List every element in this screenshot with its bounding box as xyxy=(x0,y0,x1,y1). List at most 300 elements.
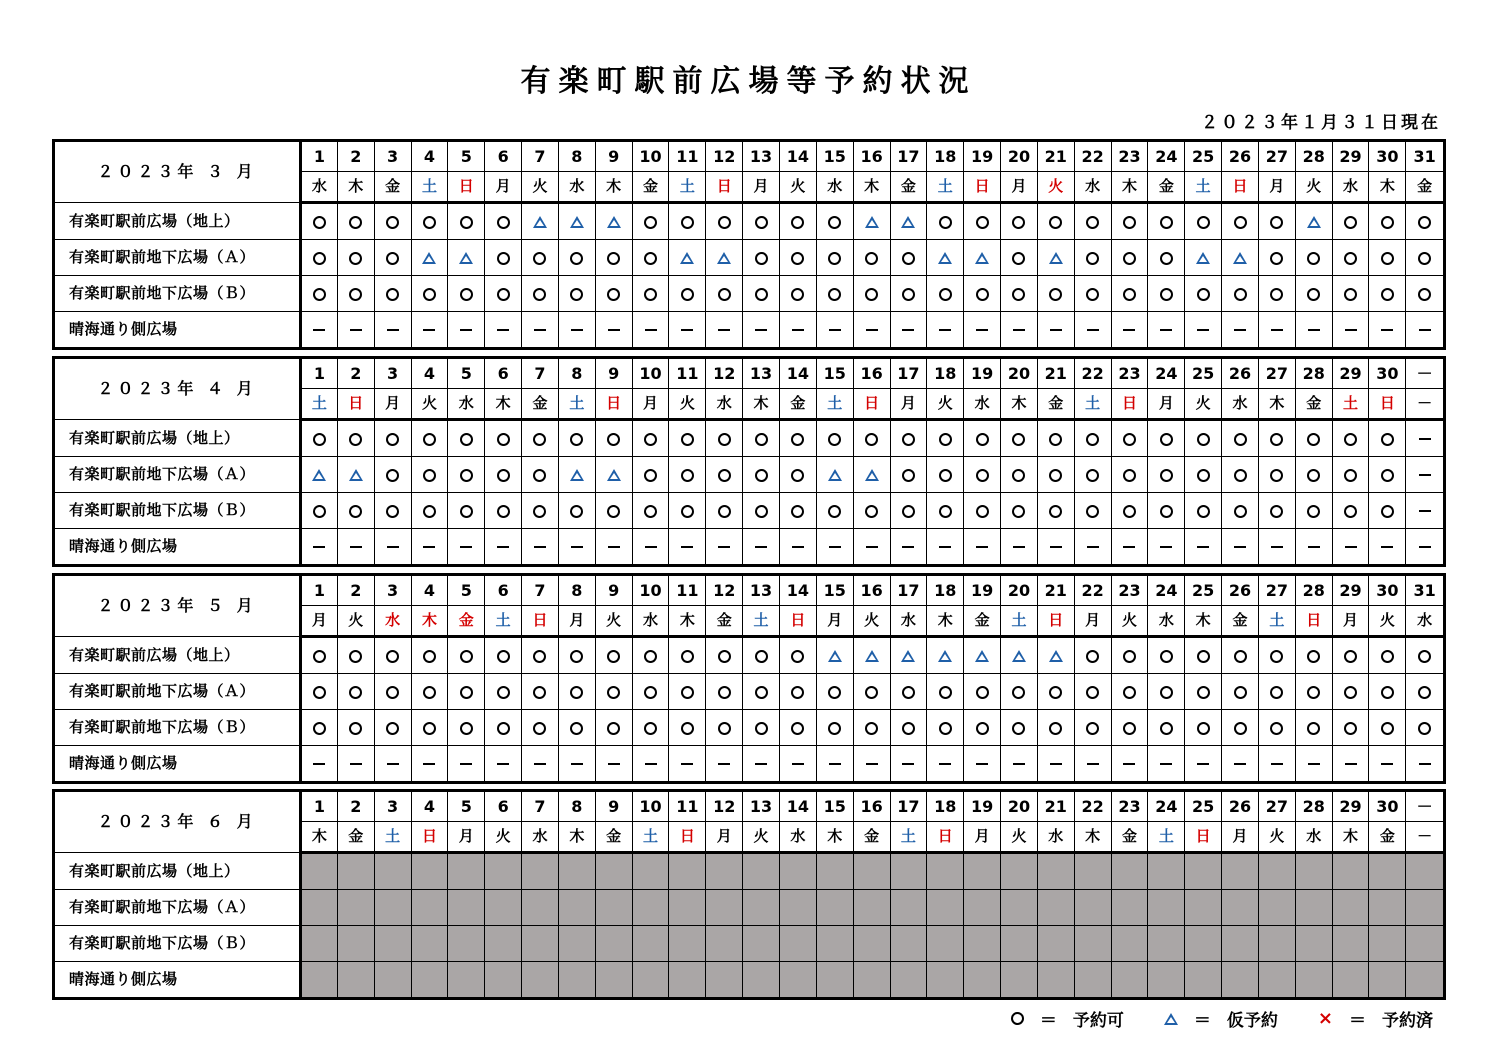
status-cell xyxy=(1332,637,1369,674)
not-applicable-icon xyxy=(1013,546,1025,548)
status-cell xyxy=(927,457,964,493)
not-applicable-icon xyxy=(608,546,620,548)
status-cell xyxy=(448,710,485,746)
day-number: 5 xyxy=(448,142,485,172)
weekday: 土 xyxy=(743,606,780,637)
status-cell xyxy=(743,926,780,962)
not-applicable-icon xyxy=(534,763,546,765)
status-cell xyxy=(301,890,338,926)
status-cell xyxy=(558,674,595,710)
weekday: 土 xyxy=(632,822,669,853)
status-cell xyxy=(632,637,669,674)
available-icon xyxy=(313,722,326,735)
status-cell xyxy=(1258,926,1295,962)
status-cell xyxy=(890,710,927,746)
available-icon xyxy=(644,650,657,663)
status-cell xyxy=(927,890,964,926)
available-icon xyxy=(1344,216,1357,229)
available-icon xyxy=(939,686,952,699)
available-icon xyxy=(902,505,915,518)
status-cell xyxy=(558,890,595,926)
status-cell xyxy=(1369,420,1406,457)
status-cell xyxy=(595,276,632,312)
not-applicable-icon xyxy=(792,546,804,548)
status-cell xyxy=(1295,276,1332,312)
available-icon xyxy=(976,722,989,735)
status-cell xyxy=(485,420,522,457)
status-cell xyxy=(853,240,890,276)
available-icon xyxy=(718,469,731,482)
weekday: 月 xyxy=(706,822,743,853)
status-cell xyxy=(1148,312,1185,348)
status-cell xyxy=(669,276,706,312)
weekday: 木 xyxy=(927,606,964,637)
status-cell xyxy=(374,710,411,746)
available-icon xyxy=(386,469,399,482)
not-applicable-icon xyxy=(1050,329,1062,331)
available-icon xyxy=(1344,505,1357,518)
day-number: 15 xyxy=(816,792,853,822)
status-cell xyxy=(411,276,448,312)
status-cell xyxy=(337,853,374,890)
available-icon xyxy=(828,288,841,301)
weekday: 金 xyxy=(1295,389,1332,420)
available-icon xyxy=(460,288,473,301)
status-cell xyxy=(743,890,780,926)
facility-row xyxy=(55,926,1443,962)
available-icon xyxy=(1086,505,1099,518)
weekday: 月 xyxy=(632,389,669,420)
status-cell xyxy=(301,962,338,998)
weekday: 木 xyxy=(1369,172,1406,203)
status-cell xyxy=(1185,637,1222,674)
status-cell xyxy=(301,710,338,746)
status-cell xyxy=(1074,240,1111,276)
weekday: 木 xyxy=(301,822,338,853)
weekday: 土 xyxy=(1258,606,1295,637)
status-cell xyxy=(1332,746,1369,782)
weekday: 木 xyxy=(558,822,595,853)
available-icon xyxy=(718,722,731,735)
status-cell xyxy=(1111,890,1148,926)
status-cell xyxy=(411,312,448,348)
status-cell xyxy=(522,962,559,998)
available-icon xyxy=(460,686,473,699)
status-cell xyxy=(706,926,743,962)
day-number: 17 xyxy=(890,359,927,389)
not-applicable-icon xyxy=(1234,763,1246,765)
status-cell xyxy=(1406,710,1443,746)
available-icon xyxy=(349,686,362,699)
status-cell xyxy=(743,240,780,276)
available-icon xyxy=(791,650,804,663)
status-cell xyxy=(779,276,816,312)
provisional-icon xyxy=(607,216,621,228)
day-number: 30 xyxy=(1369,359,1406,389)
status-cell xyxy=(1111,457,1148,493)
day-number: 9 xyxy=(595,359,632,389)
available-icon xyxy=(1270,722,1283,735)
status-cell xyxy=(448,420,485,457)
status-cell xyxy=(927,493,964,529)
weekday: 日 xyxy=(964,172,1001,203)
status-cell xyxy=(558,962,595,998)
not-applicable-icon xyxy=(1345,763,1357,765)
status-cell xyxy=(1148,529,1185,565)
weekday: 火 xyxy=(1369,606,1406,637)
not-applicable-icon xyxy=(423,546,435,548)
not-applicable-icon xyxy=(1419,438,1431,440)
status-cell xyxy=(1148,203,1185,240)
weekday: 日 xyxy=(1222,172,1259,203)
available-icon xyxy=(755,722,768,735)
status-cell xyxy=(890,312,927,348)
day-number: 3 xyxy=(374,359,411,389)
available-icon xyxy=(1086,686,1099,699)
status-cell xyxy=(1001,529,1038,565)
facility-row xyxy=(55,890,1443,926)
month-block xyxy=(52,573,1446,784)
status-cell xyxy=(1037,420,1074,457)
available-icon xyxy=(681,650,694,663)
status-cell xyxy=(964,962,1001,998)
status-cell xyxy=(1185,276,1222,312)
available-icon xyxy=(1012,433,1025,446)
status-cell xyxy=(669,746,706,782)
facility-label: 晴海通り側広場 xyxy=(55,962,301,998)
available-icon xyxy=(386,686,399,699)
status-cell xyxy=(1185,493,1222,529)
not-applicable-icon xyxy=(423,329,435,331)
status-cell xyxy=(1037,276,1074,312)
available-icon xyxy=(497,216,510,229)
status-cell xyxy=(927,926,964,962)
status-cell xyxy=(1295,240,1332,276)
status-cell xyxy=(927,203,964,240)
not-applicable-icon xyxy=(387,329,399,331)
not-applicable-icon xyxy=(976,763,988,765)
month-table xyxy=(55,792,1443,997)
day-number: 2 xyxy=(337,792,374,822)
status-cell xyxy=(1148,637,1185,674)
not-applicable-icon xyxy=(1013,763,1025,765)
not-applicable-icon xyxy=(1087,546,1099,548)
status-cell xyxy=(669,529,706,565)
status-cell xyxy=(890,674,927,710)
status-cell xyxy=(595,203,632,240)
not-applicable-icon xyxy=(1419,546,1431,548)
status-cell xyxy=(890,926,927,962)
available-icon xyxy=(1086,722,1099,735)
not-applicable-icon xyxy=(681,763,693,765)
day-number: 24 xyxy=(1148,792,1185,822)
status-cell xyxy=(1332,710,1369,746)
status-cell xyxy=(485,962,522,998)
day-number: 15 xyxy=(816,142,853,172)
available-icon xyxy=(755,252,768,265)
status-cell xyxy=(1185,926,1222,962)
available-icon xyxy=(313,505,326,518)
weekday: 金 xyxy=(1369,822,1406,853)
status-cell xyxy=(1001,637,1038,674)
status-cell xyxy=(927,674,964,710)
available-icon xyxy=(423,650,436,663)
status-cell xyxy=(1037,674,1074,710)
provisional-icon xyxy=(938,650,952,662)
day-number: 27 xyxy=(1258,576,1295,606)
status-cell xyxy=(411,203,448,240)
day-number: 18 xyxy=(927,792,964,822)
status-cell xyxy=(374,312,411,348)
status-cell xyxy=(706,240,743,276)
available-icon xyxy=(460,433,473,446)
weekday: 土 xyxy=(1185,172,1222,203)
status-cell xyxy=(374,674,411,710)
day-number: 4 xyxy=(411,142,448,172)
status-cell xyxy=(1295,674,1332,710)
provisional-icon xyxy=(349,469,363,481)
status-cell xyxy=(632,457,669,493)
available-icon xyxy=(939,722,952,735)
facility-row xyxy=(55,853,1443,890)
status-cell xyxy=(595,637,632,674)
status-cell xyxy=(890,203,927,240)
available-icon xyxy=(1234,686,1247,699)
status-cell xyxy=(1222,890,1259,926)
status-cell xyxy=(1406,203,1443,240)
available-icon xyxy=(460,650,473,663)
facility-label: 有楽町駅前広場（地上） xyxy=(55,637,301,674)
status-cell xyxy=(890,420,927,457)
available-icon xyxy=(313,252,326,265)
available-icon xyxy=(1381,288,1394,301)
status-cell xyxy=(1001,457,1038,493)
status-cell xyxy=(743,529,780,565)
day-number: 1 xyxy=(301,359,338,389)
weekday: 月 xyxy=(1001,172,1038,203)
day-number: 29 xyxy=(1332,142,1369,172)
status-cell xyxy=(337,457,374,493)
status-cell xyxy=(1332,457,1369,493)
month-table xyxy=(55,142,1443,347)
status-cell xyxy=(485,890,522,926)
status-cell xyxy=(927,853,964,890)
status-cell xyxy=(1001,890,1038,926)
status-cell xyxy=(853,420,890,457)
day-number: 12 xyxy=(706,142,743,172)
not-applicable-icon xyxy=(1308,329,1320,331)
status-cell xyxy=(485,926,522,962)
available-icon xyxy=(718,686,731,699)
day-number: 28 xyxy=(1295,576,1332,606)
facility-row xyxy=(55,312,1443,348)
status-cell xyxy=(301,529,338,565)
weekday: 土 xyxy=(1148,822,1185,853)
available-icon xyxy=(791,216,804,229)
available-icon xyxy=(1270,216,1283,229)
status-cell xyxy=(1222,276,1259,312)
day-number: 2 xyxy=(337,576,374,606)
available-icon xyxy=(1086,469,1099,482)
weekday: 水 xyxy=(816,172,853,203)
available-icon xyxy=(718,650,731,663)
available-icon xyxy=(533,722,546,735)
weekday: 水 xyxy=(374,606,411,637)
available-icon xyxy=(755,686,768,699)
status-cell xyxy=(632,420,669,457)
weekday: 土 xyxy=(816,389,853,420)
status-cell xyxy=(374,457,411,493)
day-number: 18 xyxy=(927,576,964,606)
available-icon xyxy=(313,433,326,446)
available-icon xyxy=(1197,505,1210,518)
provisional-icon xyxy=(1196,252,1210,264)
available-icon xyxy=(828,686,841,699)
status-cell xyxy=(1332,312,1369,348)
available-icon xyxy=(755,216,768,229)
status-cell xyxy=(632,710,669,746)
available-icon xyxy=(1160,288,1173,301)
status-cell xyxy=(1111,746,1148,782)
day-number: 5 xyxy=(448,576,485,606)
status-cell xyxy=(853,637,890,674)
not-applicable-icon xyxy=(571,546,583,548)
status-cell xyxy=(706,962,743,998)
status-cell xyxy=(337,890,374,926)
weekday: 金 xyxy=(337,822,374,853)
status-cell xyxy=(411,674,448,710)
status-cell xyxy=(632,529,669,565)
available-icon xyxy=(939,505,952,518)
day-number: 26 xyxy=(1222,792,1259,822)
available-icon xyxy=(902,469,915,482)
status-cell xyxy=(595,853,632,890)
not-applicable-icon xyxy=(460,329,472,331)
day-number: 16 xyxy=(853,359,890,389)
status-cell xyxy=(632,240,669,276)
available-icon xyxy=(755,650,768,663)
not-applicable-icon xyxy=(1381,546,1393,548)
not-applicable-icon xyxy=(755,763,767,765)
weekday: 日 xyxy=(1111,389,1148,420)
day-number: 18 xyxy=(927,142,964,172)
status-cell xyxy=(1222,926,1259,962)
day-number: 2 xyxy=(337,142,374,172)
available-icon xyxy=(1381,216,1394,229)
not-applicable-icon xyxy=(313,329,325,331)
status-cell xyxy=(853,674,890,710)
day-number: 20 xyxy=(1001,792,1038,822)
month-table xyxy=(55,359,1443,564)
weekday: 金 xyxy=(1111,822,1148,853)
status-cell xyxy=(1111,674,1148,710)
status-cell xyxy=(485,240,522,276)
available-icon xyxy=(939,288,952,301)
weekday: 火 xyxy=(1185,389,1222,420)
day-number: 27 xyxy=(1258,359,1295,389)
status-cell xyxy=(1111,276,1148,312)
weekday: 火 xyxy=(1111,606,1148,637)
status-cell xyxy=(1074,493,1111,529)
available-icon xyxy=(460,469,473,482)
status-cell xyxy=(890,962,927,998)
status-cell xyxy=(1222,420,1259,457)
provisional-icon xyxy=(680,252,694,264)
status-cell xyxy=(632,276,669,312)
status-cell xyxy=(337,240,374,276)
day-number: 14 xyxy=(779,576,816,606)
legend-item xyxy=(1164,1006,1278,1031)
available-icon xyxy=(791,505,804,518)
status-cell xyxy=(374,203,411,240)
status-cell xyxy=(927,637,964,674)
status-cell xyxy=(411,926,448,962)
available-icon xyxy=(1270,650,1283,663)
status-cell xyxy=(522,890,559,926)
available-icon xyxy=(533,505,546,518)
status-cell xyxy=(853,203,890,240)
status-cell xyxy=(779,710,816,746)
not-applicable-icon xyxy=(645,546,657,548)
weekday: 金 xyxy=(1037,389,1074,420)
status-cell xyxy=(301,746,338,782)
day-number: 7 xyxy=(522,576,559,606)
facility-row xyxy=(55,962,1443,998)
status-cell xyxy=(890,529,927,565)
status-cell xyxy=(927,710,964,746)
available-icon xyxy=(460,216,473,229)
status-cell xyxy=(1222,710,1259,746)
available-icon xyxy=(1086,252,1099,265)
status-cell xyxy=(595,493,632,529)
status-cell xyxy=(1111,493,1148,529)
weekday: 土 xyxy=(890,822,927,853)
status-cell xyxy=(853,746,890,782)
available-icon xyxy=(865,252,878,265)
available-icon xyxy=(755,469,768,482)
status-cell xyxy=(669,890,706,926)
day-number: 22 xyxy=(1074,142,1111,172)
status-cell xyxy=(1037,312,1074,348)
status-cell xyxy=(522,853,559,890)
weekday: 日 xyxy=(706,172,743,203)
not-applicable-icon xyxy=(423,763,435,765)
status-cell xyxy=(1148,710,1185,746)
status-cell xyxy=(853,457,890,493)
day-number: 29 xyxy=(1332,792,1369,822)
day-number: 26 xyxy=(1222,142,1259,172)
day-number: 12 xyxy=(706,359,743,389)
legend xyxy=(971,1006,1433,1031)
available-icon xyxy=(1197,650,1210,663)
not-applicable-icon xyxy=(1271,329,1283,331)
available-icon xyxy=(313,650,326,663)
weekday: 月 xyxy=(964,822,1001,853)
weekday: 月 xyxy=(816,606,853,637)
status-cell xyxy=(669,637,706,674)
weekday: 日 xyxy=(853,389,890,420)
available-icon xyxy=(791,252,804,265)
status-cell xyxy=(301,420,338,457)
status-cell xyxy=(1258,420,1295,457)
facility-label: 晴海通り側広場 xyxy=(55,312,301,348)
available-icon xyxy=(1307,722,1320,735)
day-number: 30 xyxy=(1369,576,1406,606)
available-icon xyxy=(718,216,731,229)
available-icon xyxy=(1160,650,1173,663)
not-applicable-icon xyxy=(792,763,804,765)
weekday: 日 xyxy=(669,822,706,853)
